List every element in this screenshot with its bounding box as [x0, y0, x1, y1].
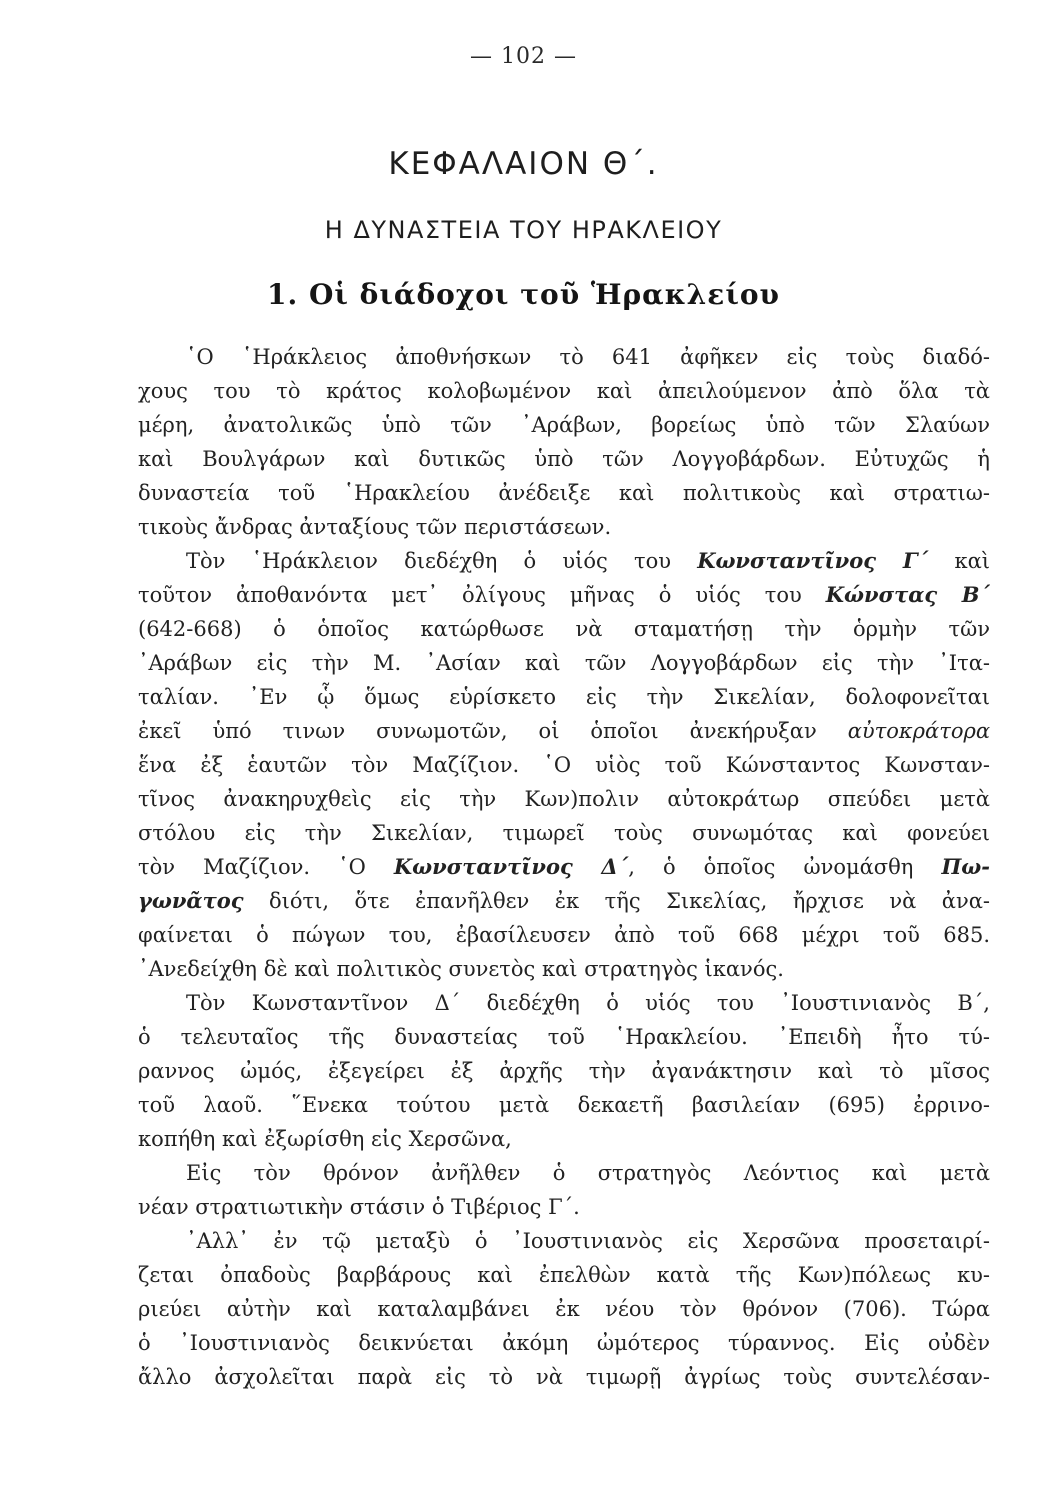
text-line: (642-668) ὁ ὁποῖος κατώρθωσε νὰ σταματήσῃ τὴν ὁρμὴν τῶν: [138, 617, 990, 641]
chapter-title: ΚΕΦΑΛΑΙΟΝ Θ΄.: [388, 146, 659, 182]
text-line: ὁ ᾿Ιουστινιανὸς δεικνύεται ἀκόμη ὠμότερος τύραννος. Εἰς οὐδὲν: [138, 1331, 990, 1355]
text-span: διότι, ὅτε ἐπανῆλθεν ἐκ τῆς Σικελίας, ἤρχισε νὰ ἀνα-: [243, 889, 990, 913]
text-line: [138, 580, 990, 610]
text-line: ὁ τελευταῖος τῆς δυναστείας τοῦ ῾Ηρακλείου. ᾿Επειδὴ ἦτο τύ-: [138, 1025, 990, 1049]
text-line: καὶ Βουλγάρων καὶ δυτικῶς ὑπὸ τῶν Λογγοβάρδων. Εὐτυχῶς ἡ: [138, 447, 990, 471]
text-line: ἕνα ἐξ ἑαυτῶν τὸν Μαζίζιον. ῾Ο υἱὸς τοῦ Κώνσταντος Κωνσταν-: [138, 753, 990, 777]
text-span: τὸν Μαζίζιον. ῾Ο: [138, 855, 394, 879]
text-line: δυναστεία τοῦ ῾Ηρακλείου ἀνέδειξε καὶ πολιτικοὺς καὶ στρατιω-: [138, 481, 990, 505]
text-line: ᾿Ανεδείχθη δὲ καὶ πολιτικὸς συνετὸς καὶ στρατηγὸς ἱκανός.: [138, 957, 784, 981]
text-line: [138, 886, 990, 916]
section-heading: 1. Οἱ διάδοχοι τοῦ Ἡρακλείου: [267, 278, 780, 311]
text-line: τῖνος ἀνακηρυχθεὶς εἰς τὴν Κων)πολιν αὐτοκράτωρ σπεύδει μετὰ: [138, 787, 990, 811]
text-span: καὶ: [928, 549, 990, 573]
text-line: χους του τὸ κράτος κολοβωμένον καὶ ἀπειλούμενον ἀπὸ ὅλα τὰ: [138, 379, 990, 403]
emphasis-name: Κωνσταντῖνος Δ΄: [393, 854, 629, 879]
text-span: τοῦτον ἀποθανόντα μετ᾿ ὀλίγους μῆνας ὁ υἱός του: [138, 583, 826, 607]
text-line: ῾Ο ῾Ηράκλειος ἀποθνήσκων τὸ 641 ἀφῆκεν εἰς τοὺς διαδό-: [186, 345, 990, 369]
chapter-subtitle: Η ΔΥΝΑΣΤΕΙΑ ΤΟΥ ΗΡΑΚΛΕΙΟΥ: [324, 216, 723, 244]
text-line: [138, 716, 990, 746]
text-line: στόλου εἰς τὴν Σικελίαν, τιμωρεῖ τοὺς συνωμότας καὶ φονεύει: [138, 821, 990, 845]
body-text: [138, 342, 990, 1402]
text-line: Τὸν Κωνσταντῖνον Δ΄ διεδέχθη ὁ υἱός του ᾿Ιουστινιανὸς Β΄,: [186, 991, 990, 1015]
emphasis-name: Κώνστας Β΄: [825, 582, 990, 607]
text-line: ριεύει αὐτὴν καὶ καταλαμβάνει ἐκ νέου τὸν θρόνον (706). Τώρα: [138, 1297, 990, 1321]
text-line: ραννος ὠμός, ἐξεγείρει ἐξ ἀρχῆς τὴν ἀγανάκτησιν καὶ τὸ μῖσος: [138, 1059, 990, 1083]
emphasis-word: αὐτοκράτορα: [847, 719, 990, 743]
text-line: [138, 852, 990, 882]
text-line: τοῦ λαοῦ. ῞Ενεκα τούτου μετὰ δεκαετῆ βασιλείαν (695) ἐρρινο-: [138, 1093, 990, 1117]
text-line: ἄλλο ἀσχολεῖται παρὰ εἰς τὸ νὰ τιμωρῇ ἀγρίως τοὺς συντελέσαν-: [138, 1365, 990, 1389]
emphasis-name: Πω-: [941, 854, 990, 879]
emphasis-name: γωνᾶτος: [138, 888, 244, 913]
text-line: ζεται ὀπαδοὺς βαρβάρους καὶ ἐπελθὼν κατὰ τῆς Κων)πόλεως κυ-: [138, 1263, 990, 1287]
text-line: κοπήθη καὶ ἐξωρίσθη εἰς Χερσῶνα,: [138, 1127, 512, 1151]
text-line: [138, 546, 990, 576]
text-line: τικοὺς ἄνδρας ἀνταξίους τῶν περιστάσεων.: [138, 515, 612, 539]
text-line: μέρη, ἀνατολικῶς ὑπὸ τῶν ᾿Αράβων, βορείως ὑπὸ τῶν Σλαύων: [138, 413, 990, 437]
text-line: ταλίαν. ᾿Εν ᾧ ὅμως εὑρίσκετο εἰς τὴν Σικελίαν, δολοφονεῖται: [138, 685, 990, 709]
text-line: Εἰς τὸν θρόνον ἀνῆλθεν ὁ στρατηγὸς Λεόντιος καὶ μετὰ: [186, 1161, 990, 1185]
text-span: , ὁ ὁποῖος ὠνομάσθη: [628, 855, 942, 879]
text-line: νέαν στρατιωτικὴν στάσιν ὁ Τιβέριος Γ΄.: [138, 1195, 580, 1219]
emphasis-name: Κωνσταντῖνος Γ΄: [697, 548, 929, 573]
page-number: — 102 —: [470, 44, 577, 69]
text-span: ἐκεῖ ὑπό τινων συνωμοτῶν, οἱ ὁποῖοι ἀνεκήρυξαν: [138, 719, 848, 743]
text-span: Τὸν ῾Ηράκλειον διεδέχθη ὁ υἱός του: [186, 549, 698, 573]
text-line: φαίνεται ὁ πώγων του, ἐβασίλευσεν ἀπὸ τοῦ 668 μέχρι τοῦ 685.: [138, 923, 990, 947]
text-line: ᾿Αράβων εἰς τὴν Μ. ᾿Ασίαν καὶ τῶν Λογγοβάρδων εἰς τὴν ᾿Ιτα-: [138, 651, 990, 675]
text-line: ᾿Αλλ᾿ ἐν τῷ μεταξὺ ὁ ᾿Ιουστινιανὸς εἰς Χερσῶνα προσεταιρί-: [186, 1229, 990, 1253]
